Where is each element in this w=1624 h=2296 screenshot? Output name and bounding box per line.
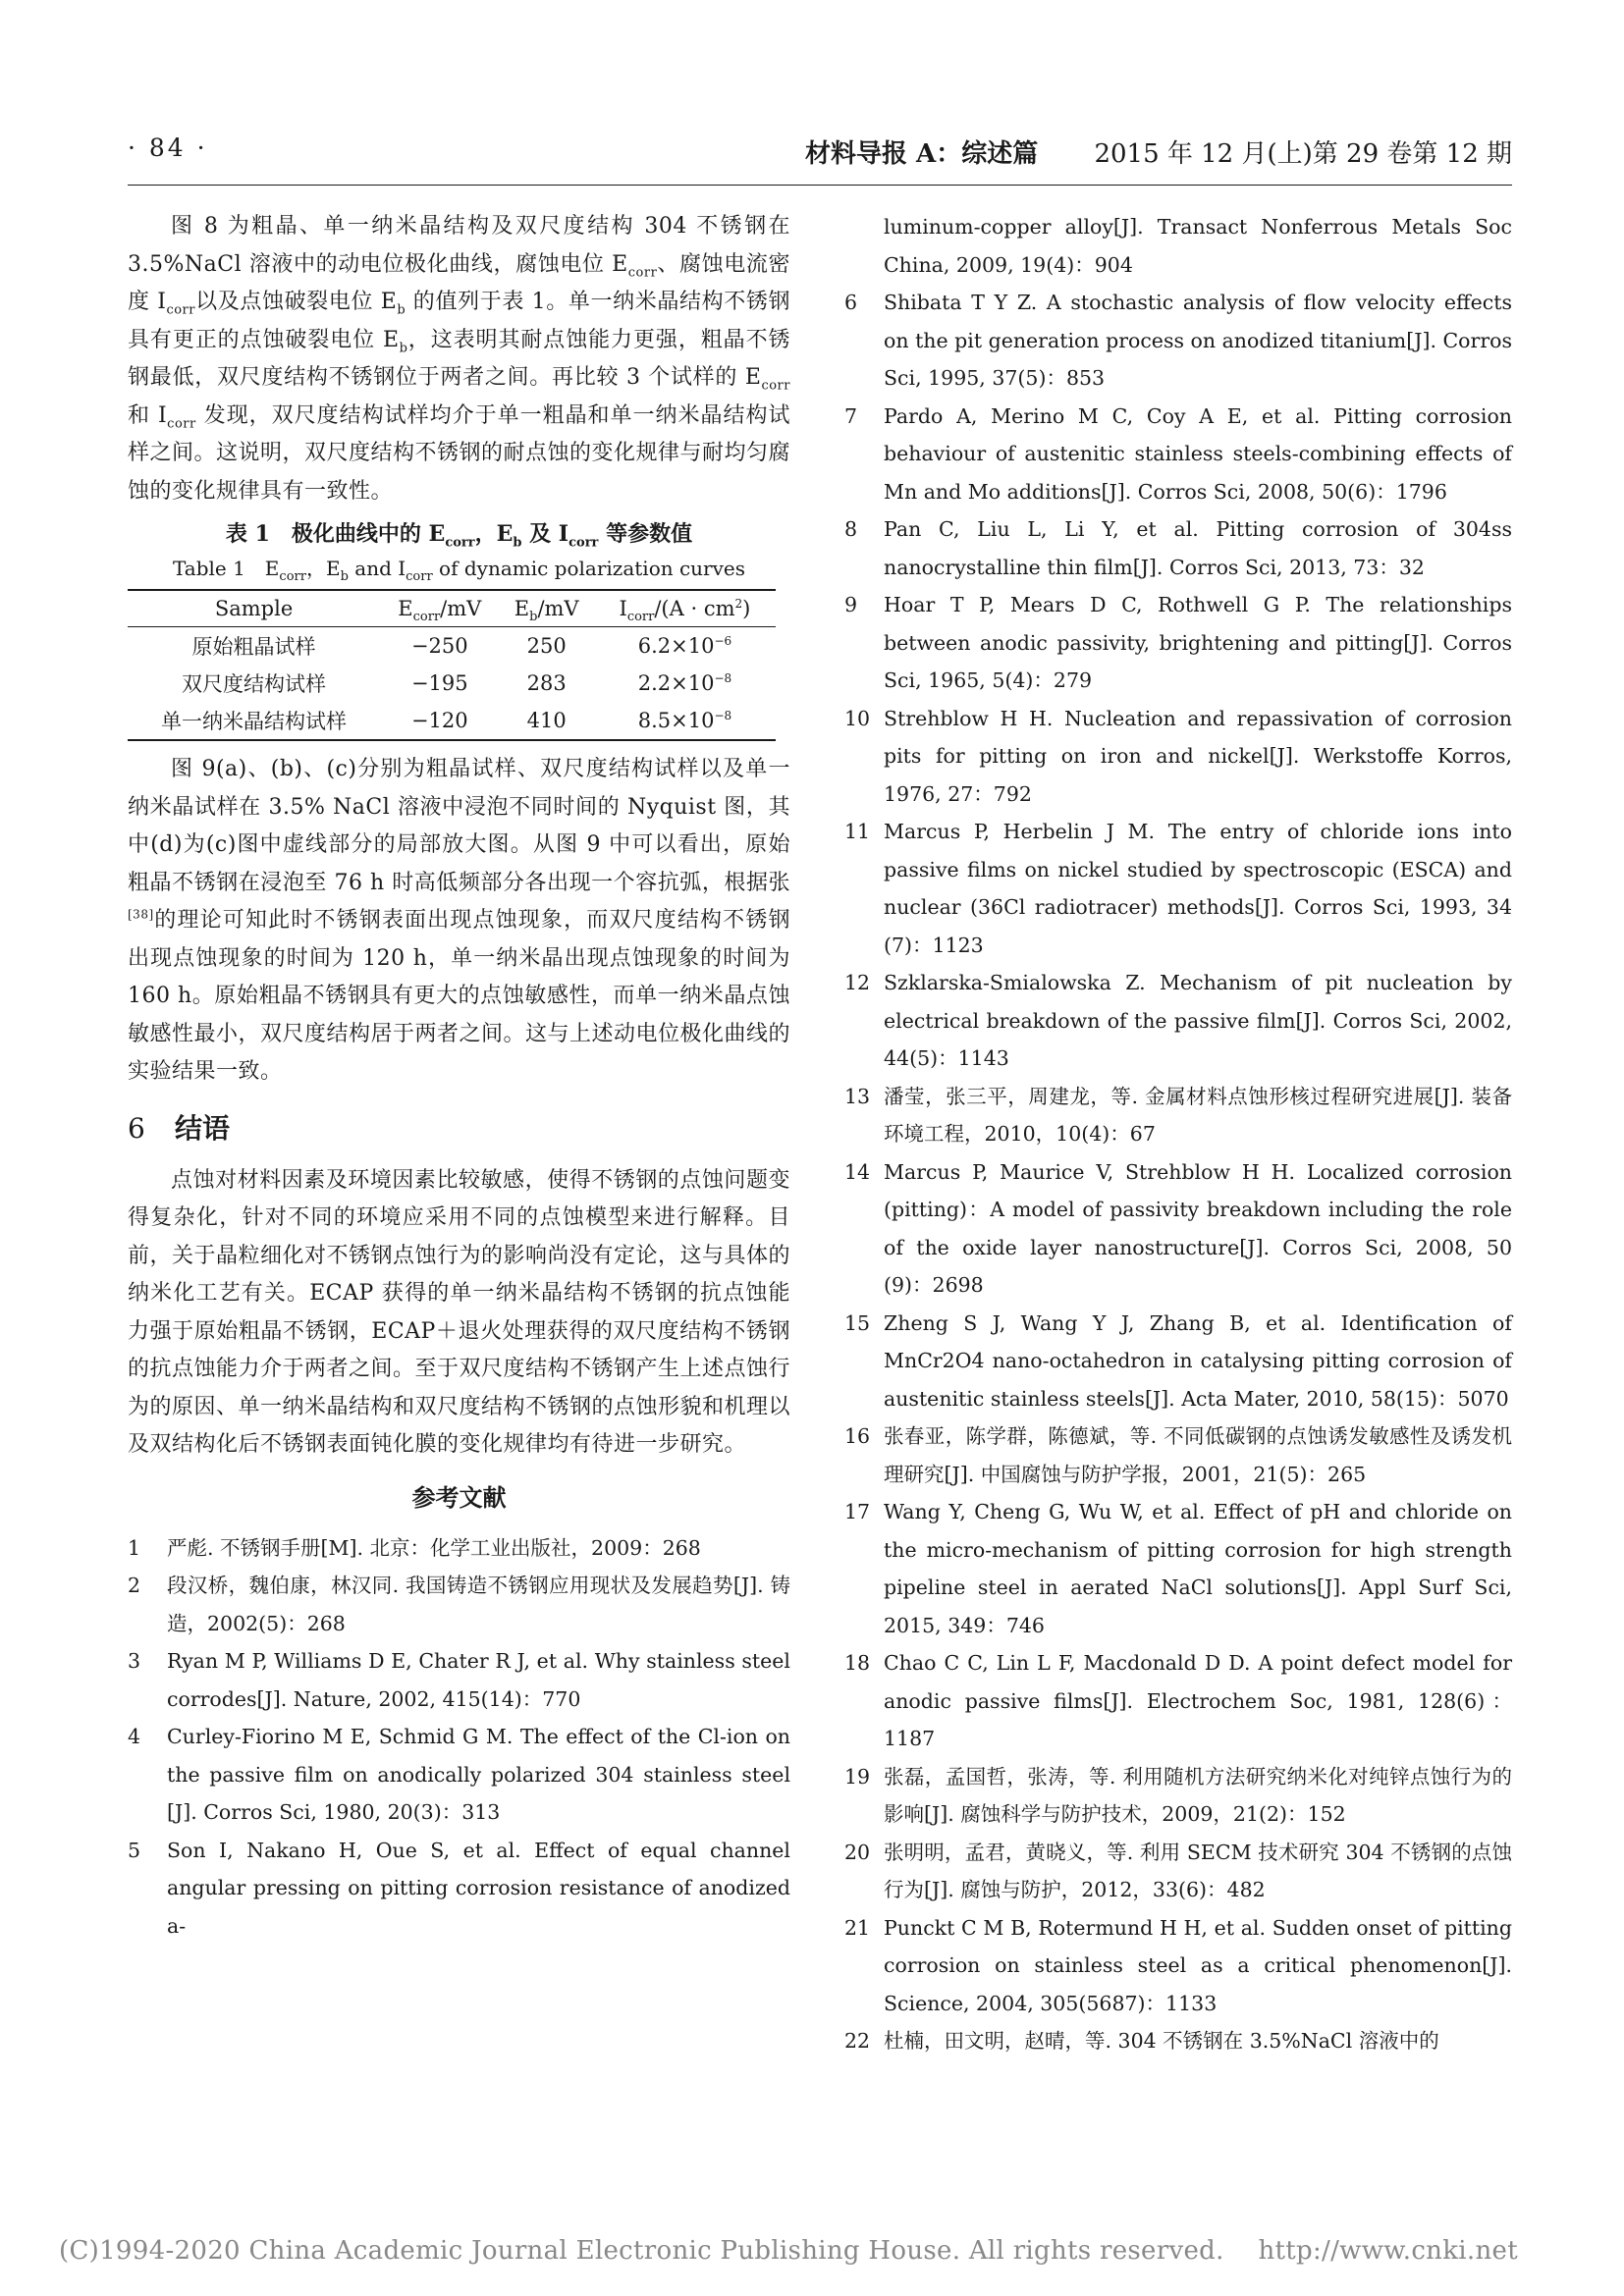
parameters-table <box>128 589 776 741</box>
col-ecorr: $E_{corr}/mV$ <box>380 590 499 627</box>
body-paragraph-3: 点蚀对材料因素及环境因素比较敏感，使得不锈钢的点蚀问题变得复杂化，针对不同的环境应采用不同的点蚀模型来进行解释。目前，关于晶粒细化对不锈钢点蚀行为的影响尚没有定论，这与具体的纳米化工艺有关。ECAP 获得的单一纳米晶结构不锈钢的抗点蚀能力强于原始粗晶不锈钢，ECAP＋退火处理获得的双尺度结构不锈钢的抗点蚀能力介于两者之间。至于双尺度结构不锈钢产生上述点蚀行为的原因、单一纳米晶结构和双尺度结构不锈钢的点蚀形貌和机理以及双结构化后不锈钢表面钝化膜的变化规律均有待进一步研究。 <box>128 1167 791 1457</box>
cell-ecorr: −250 <box>410 634 468 658</box>
reference-item: 19 张磊，孟国哲，张涛，等. 利用随机方法研究纳米化对纯锌点蚀行为的影响[J]. 腐蚀科学与防护技术，2009，21(2)：152 <box>844 1764 1512 1826</box>
reference-item: 4 Curley-Fiorino M E, Schmid G M. The effect of the Cl-ion on the passive film on anodically polarized 304 stainless steel [J]. Corros Sci, 1980, 20(3)：313 <box>128 1725 790 1824</box>
journal-title: 材料导报 A：综述篇 <box>805 139 1039 169</box>
cell-icorr: $6.2\times 10^{-6}$ <box>637 634 732 658</box>
section-heading: 6 结语 <box>128 1111 231 1145</box>
copyright-footer: (C)1994-2020 China Academic Journal Electronic Publishing House. All rights reserved. http://www.cnki.net <box>59 2236 1518 2266</box>
reference-item: 2 段汉桥，魏伯康，林汉同. 我国铸造不锈钢应用现状及发展趋势[J]. 铸造，2002(5)：268 <box>128 1574 790 1635</box>
reference-item: 20 张明明，孟君，黄晓义，等. 利用 SECM 技术研究 304 不锈钢的点蚀行为[J]. 腐蚀与防护，2012，33(6)：482 <box>844 1840 1512 1901</box>
left-column <box>128 208 790 1945</box>
col-sample: Sample <box>128 590 380 627</box>
reference-item: 7 Pardo A, Merino M C, Coy A E, et al. Pitting corrosion behaviour of austenitic stainless steels-combining effects of Mn and Mo additions[J]. Corros Sci, 2008, 50(6)：1796 <box>844 403 1512 504</box>
table-row <box>128 665 776 702</box>
cell-sample: 单一纳米晶结构试样 <box>128 702 380 740</box>
col-icorr: $I_{corr}/(A \cdot cm^2)$ <box>594 590 776 627</box>
reference-item: 11 Marcus P, Herbelin J M. The entry of chloride ions into passive films on nickel studied by spectroscopic (ESCA) and nuclear (36Cl radiotracer) methods[J]. Corros Sci, 1993, 34 (7)：1123 <box>844 820 1512 957</box>
table-row <box>128 702 776 740</box>
reference-item: 12 Szklarska-Smialowska Z. Mechanism of pit nucleation by electrical breakdown of the passive film[J]. Corros Sci, 2002, 44(5)：1143 <box>844 971 1512 1070</box>
table-caption-cn: 表 1 极化曲线中的 $E_{corr}$，$E_b$ 及 $I_{corr}$ 等参数值 <box>225 521 693 551</box>
reference-item: 18 Chao C C, Lin L F, Macdonald D D. A point defect model for anodic passive films[J]. Electrochem Soc, 1981, 128(6)：1187 <box>844 1651 1512 1750</box>
page-number: · 84 · <box>128 133 208 162</box>
reference-item: 3 Ryan M P, Williams D E, Chater R J, et al. Why stainless steel corrodes[J]. Nature, 2002, 415(14)：770 <box>128 1649 790 1711</box>
right-column <box>844 208 1512 2060</box>
reference-list-right <box>844 208 1512 2060</box>
reference-item: 13 潘莹，张三平，周建龙，等. 金属材料点蚀形核过程研究进展[J]. 装备环境工程，2010，10(4)：67 <box>844 1084 1512 1146</box>
reference-item: 9 Hoar T P, Mears D C, Rothwell G P. The relationships between anodic passivity, brightening and pitting[J]. Corros Sci, 1965, 5(4)：279 <box>844 593 1512 692</box>
cell-icorr: $8.5\times 10^{-8}$ <box>594 702 776 740</box>
reference-continuation: luminum-copper alloy[J]. Transact Nonferrous Metals Soc China, 2009, 19(4)：904 <box>884 215 1512 277</box>
reference-item: 6 Shibata T Y Z. A stochastic analysis of flow velocity effects on the pit generation process on anodized titanium[J]. Corros Sci, 1995, 37(5)：853 <box>844 291 1512 390</box>
reference-item: 16 张春亚，陈学群，陈德斌，等. 不同低碳钢的点蚀诱发敏感性及诱发机理研究[J]. 中国腐蚀与防护学报，2001，21(5)：265 <box>844 1424 1512 1486</box>
header-rule <box>128 185 1512 186</box>
col-eb: $E_b/mV$ <box>500 590 594 627</box>
table-row <box>128 627 776 666</box>
issue-info: 2015 年 12 月(上)第 29 卷第 12 期 <box>1094 139 1512 169</box>
reference-item: 10 Strehblow H H. Nucleation and repassivation of corrosion pits for pitting on iron and nickel[J]. Werkstoffe Korros, 1976, 27：792 <box>844 706 1512 806</box>
cell-eb: 283 <box>526 671 567 695</box>
cell-ecorr: −120 <box>380 702 499 740</box>
reference-item: 8 Pan C, Liu L, Li Y, et al. Pitting corrosion of 304ss nanocrystalline thin film[J]. Corros Sci, 2013, 73：32 <box>844 517 1512 579</box>
cell-eb: 250 <box>526 634 567 658</box>
cell-icorr: $2.2\times 10^{-8}$ <box>637 671 732 695</box>
table-caption-en: Table 1 $E_{corr}$，$E_b$ and $I_{corr}$ of dynamic polarization curves <box>172 557 746 584</box>
page-header <box>128 133 1512 177</box>
cell-sample: 双尺度结构试样 <box>182 672 327 696</box>
reference-item: 5 Son I, Nakano H, Oue S, et al. Effect of equal channel angular pressing on pitting corrosion resistance of anodized a- <box>128 1838 790 1938</box>
reference-item: 22 杜楠，田文明，赵晴，等. 304 不锈钢在 3.5%NaCl 溶液中的 <box>844 2029 1439 2053</box>
reference-list-left <box>128 1529 790 1946</box>
reference-item: 21 Punckt C M B, Rotermund H H, et al. Sudden onset of pitting corrosion on stainless steel as a critical phenomenon[J]. Science, 2004, 305(5687)：1133 <box>844 1915 1512 2015</box>
reference-item: 15 Zheng S J, Wang Y J, Zhang B, et al. Identification of MnCr2O4 nano-octahedron in catalysing pitting corrosion of austenitic stainless steels[J]. Acta Mater, 2010, 58(15)：5070 <box>844 1310 1512 1411</box>
reference-item: 17 Wang Y, Cheng G, Wu W, et al. Effect of pH and chloride on the micro-mechanism of pitting corrosion for high strength pipeline steel in aerated NaCl solutions[J]. Appl Surf Sci, 2015, 349：746 <box>844 1500 1512 1637</box>
cell-ecorr: −195 <box>410 671 468 695</box>
body-paragraph-1: 图 8 为粗晶、单一纳米晶结构及双尺度结构 304 不锈钢在 3.5%NaCl 溶液中的动电位极化曲线，腐蚀电位 $E_{corr}$、腐蚀电流密度 $I_{corr}$以及点蚀破裂电位 $E_b$ 的值列于表 1。单一纳米晶结构不锈钢具有更正的点蚀破裂电位 $E_b$，这表明其耐点蚀能力更强，粗晶不锈钢最低，双尺度结构不锈钢位于两者之间。再比较 3 个试样的 $E_{corr}$ 和 $I_{corr}$ 发现，双尺度结构试样均介于单一粗晶和单一纳米晶结构试样之间。这说明，双尺度结构不锈钢的耐点蚀的变化规律与耐均匀腐蚀的变化规律具有一致性。 <box>128 214 791 504</box>
reference-item: 1 严彪. 不锈钢手册[M]. 北京：化学工业出版社，2009：268 <box>128 1535 701 1560</box>
cell-sample: 原始粗晶试样 <box>191 635 316 659</box>
table-header-row <box>128 590 776 627</box>
cell-eb: 410 <box>500 702 594 740</box>
body-paragraph-2: 图 9(a)、(b)、(c)分别为粗晶试样、双尺度结构试样以及单一纳米晶试样在 3.5% NaCl 溶液中浸泡不同时间的 Nyquist 图，其中(d)为(c)图中虚线部分的局部放大图。从图 9 中可以看出，原始粗晶不锈钢在浸泡至 76 h 时高低频部分各出现一个容抗弧，根据张[38]的理论可知此时不锈钢表面出现点蚀现象，而双尺度结构不锈钢出现点蚀现象的时间为 120 h，单一纳米晶出现点蚀现象的时间为 160 h。原始粗晶不锈钢具有更大的点蚀敏感性，而单一纳米晶点蚀敏感性最小，双尺度结构居于两者之间。这与上述动电位极化曲线的实验结果一致。 <box>128 757 791 1084</box>
references-title: 参考文献 <box>411 1482 507 1512</box>
reference-item: 14 Marcus P, Maurice V, Strehblow H H. Localized corrosion (pitting)：A model of passivity breakdown including the role of the oxide layer nanostructure[J]. Corros Sci, 2008, 50 (9)：2698 <box>844 1159 1512 1297</box>
